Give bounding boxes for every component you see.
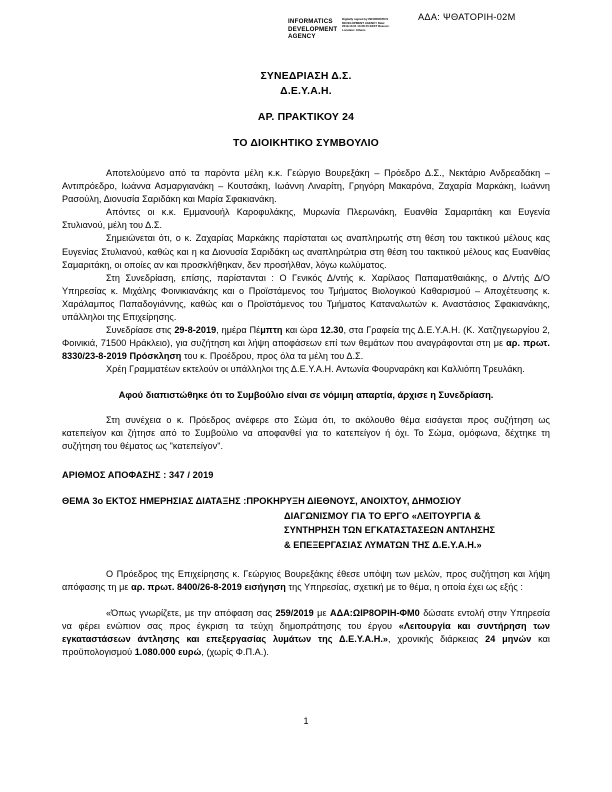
paragraph-substitution-note: Σημειώνεται ότι, ο κ. Ζαχαρίας Μαρκάκης παρίσταται ως αναπληρωτής στη θέση του τακτικού μέλους κας Ευγενίας Στυλιανού, καθώς και η κα Διονυσία Σαριδάκη ως αναπληρώτρια στη θέση του τακτικού μέλους κας Ευανθίας Σαμαριτάκη, οι οποίες αν και προσκλήθηκαν, δεν προσήλθαν, λόγω κωλύματος.: [62, 233, 550, 270]
quote-decision-ref: 259/2019: [275, 607, 314, 618]
page-number: 1: [303, 716, 309, 726]
title-minutes-number: ΑΡ. ΠΡΑΚΤΙΚΟΥ 24: [257, 112, 355, 123]
theme-first-line: [62, 494, 550, 509]
quorum-statement: Αφού διαπιστώθηκε ότι το Συμβούλιο είναι σε νόμιμη απαρτία, άρχισε η Συνεδρίαση.: [118, 389, 494, 400]
theme-line-1: ΠΡΟΚΗΡΥΞΗ ΔΙΕΘΝΟΥΣ, ΑΝΟΙΧΤΟΥ, ΔΗΜΟΣΙΟΥ: [246, 495, 462, 506]
theme-line-4: & ΕΠΕΞΕΡΓΑΣΙΑΣ ΛΥΜΑΤΩΝ ΤΗΣ Δ.Ε.Υ.Α.Η.»: [284, 539, 482, 550]
quote-text-5: και προϋπολογισμού: [62, 633, 550, 657]
title-session: ΣΥΝΕΔΡΙΑΣΗ Δ.Σ.: [260, 71, 352, 82]
session-text-1: Συνεδρίασε στις: [106, 325, 175, 336]
session-time: 12.30: [320, 325, 344, 336]
informatics-development-agency-logo: INFORMATICS DEVELOPMENT AGENCY: [288, 18, 338, 41]
session-date: 29-8-2019: [174, 325, 217, 336]
paragraph-session-details: [62, 324, 550, 363]
quote-text-1: «Όπως γνωρίζετε, με την απόφαση σας: [106, 607, 276, 618]
paragraph-quoted-proposal: [62, 607, 550, 659]
quote-text-4: , χρονικής διάρκειας: [388, 633, 486, 644]
quote-text-2: με: [313, 607, 330, 618]
paragraph-proposal: [62, 568, 550, 594]
decision-number: ΑΡΙΘΜΟΣ ΑΠΟΦΑΣΗΣ : 347 / 2019: [62, 469, 214, 480]
paragraph-attendees: Στη Συνεδρίαση, επίσης, παρίστανται : Ο Γενικός Δ/ντής κ. Χαρίλαος Παπαματθαιάκης, ο Δ/ντής Δ/Ο Υπηρεσίας κ. Μιχάλης Φοινικιανάκης και ο Προϊστάμενος του Τμήματος Βιολογικού Καθαρισμού – Αποχέτευσης κ. Χαράλαμπος Παπαδογιάννης, καθώς και ο Προϊστάμενος του Τμήματος Καταναλωτών κ. Αναστάσιος Σφακιανάκης, υπάλληλοι της Επιχείρησης.: [62, 272, 550, 323]
quote-duration: 24 μηνών: [485, 633, 532, 644]
session-text-4: , στα Γραφεία της Δ.Ε.Υ.Α.Η. (Κ. Χατζηγεωργίου 2, Φοινικιά, 71500 Ηράκλειο), για συζήτηση και λήψη αποφάσεων επί των θεμάτων που αναγράφονται στη με: [62, 325, 550, 349]
title-organization: Δ.Ε.Υ.Α.Η.: [280, 85, 332, 97]
proposal-text-1: Ο Πρόεδρος της Επιχείρησης κ. Γεώργιος Βουρεξάκης έθεσε υπόψη των μελών, προς συζήτηση και λήψη απόφασης τη με: [62, 569, 550, 593]
session-text-5: του κ. Προέδρου, προς όλα τα μέλη του Δ.Σ.: [181, 351, 364, 362]
quote-project-title: «Λειτουργία και συντήρηση των εγκαταστάσεων άντλησης και επεξεργασίας λυμάτων της Δ.Ε.Υ.Α.Η.»: [62, 620, 550, 644]
session-day: μπτη: [260, 325, 283, 336]
session-text-3: και ώρα: [282, 325, 321, 336]
ada-code: ΑΔΑ: ΨΘΑΤΟΡΙΗ-02Μ: [418, 12, 516, 22]
proposal-protocol-ref: αρ. πρωτ. 8400/26-8-2019 εισήγηση: [131, 582, 286, 593]
ada-digital-signature-stamp: [288, 18, 396, 41]
theme-label: ΘΕΜΑ 3ο ΕΚΤΟΣ ΗΜΕΡΗΣΙΑΣ ΔΙΑΤΑΞΗΣ :: [62, 495, 247, 506]
paragraph-absent-members: Απόντες οι κ.κ. Εμμανουήλ Καροφυλάκης, Μυρωνία Πλερωνάκη, Ευανθία Σαμαριτάκη και Ευγενία Στυλιανού, μέλη του Δ.Σ.: [62, 207, 550, 231]
paragraph-present-members: Αποτελούμενο από τα παρόντα μέλη κ.κ. Γεώργιο Βουρεξάκη – Πρόεδρο Δ.Σ., Νεκτάριο Ανδρεαδάκη – Αντιπρόεδρο, Ιωάννα Ασμαργιανάκη – Κουτσάκη, Ιωάννη Λιναρίτη, Γρηγόρη Μακαρόνα, Ζαχαρία Μαρκάκη, Ιωάννη Ρασούλη, Διονυσία Σαριδάκη και Μαρία Σφακιανάκη.: [62, 168, 550, 205]
title-board: ΤΟ ΔΙΟΙΚΗΤΙΚΟ ΣΥΜΒΟΥΛΙΟ: [233, 137, 379, 149]
theme-line-2: ΔΙΑΓΩΝΙΣΜΟΥ ΓΙΑ ΤΟ ΕΡΓΟ «ΛΕΙΤΟΥΡΓΙΑ &: [284, 510, 481, 521]
digital-signature-details: Digitally signed by INFORMATICS DEVELOPMENT AGENCY Date: 2019.10.01 13:08:15 EEST Reason: Location: Athens: [342, 17, 390, 32]
agenda-theme-block: [62, 494, 550, 552]
paragraph-secretaries: Χρέη Γραμματέων εκτελούν οι υπάλληλοι της Δ.Ε.Υ.Α.Η. Αντωνία Φουρναράκη και Καλλιόπη Τρευλάκη.: [106, 364, 525, 375]
document-body: [62, 70, 550, 659]
quote-text-6: , (χωρίς Φ.Π.Α.).: [201, 646, 269, 657]
session-text-2: , ημέρα Πέ: [216, 325, 261, 336]
quote-text-3: δώσατε εντολή στην Υπηρεσία να φέρει ενώπιον σας προς έγκριση τα τεύχη δημοπράτησης του έργου: [62, 607, 550, 631]
document-header: [0, 12, 612, 58]
proposal-text-2: της Υπηρεσίας, σχετική με το θέμα, η οποία έχει ως εξής :: [285, 582, 523, 593]
session-invitation-ref: αρ. πρωτ. 8330/23-8-2019 Πρόσκληση: [62, 338, 550, 362]
quote-ada-ref: ΑΔΑ:ΩΙΡ8ΟΡΙΗ-ΦΜ0: [329, 607, 420, 618]
theme-line-3: ΣΥΝΤΗΡΗΣΗ ΤΩΝ ΕΓΚΑΤΑΣΤΑΣΕΩΝ ΑΝΤΛΗΣΗΣ: [284, 525, 496, 536]
quote-budget: 1.080.000 ευρώ: [134, 646, 202, 657]
paragraph-urgency-decision: Στη συνέχεια ο κ. Πρόεδρος ανέφερε στο Σώμα ότι, το ακόλουθο θέμα εισάγεται προς συζήτηση ως κατεπείγον και ζήτησε από το Συμβούλιο να αποφανθεί για το κατεπείγον ή όχι. Το Σώμα, ομόφωνα, δέχτηκε τη συζήτηση του θέματος ως "κατεπείγον".: [62, 414, 550, 451]
